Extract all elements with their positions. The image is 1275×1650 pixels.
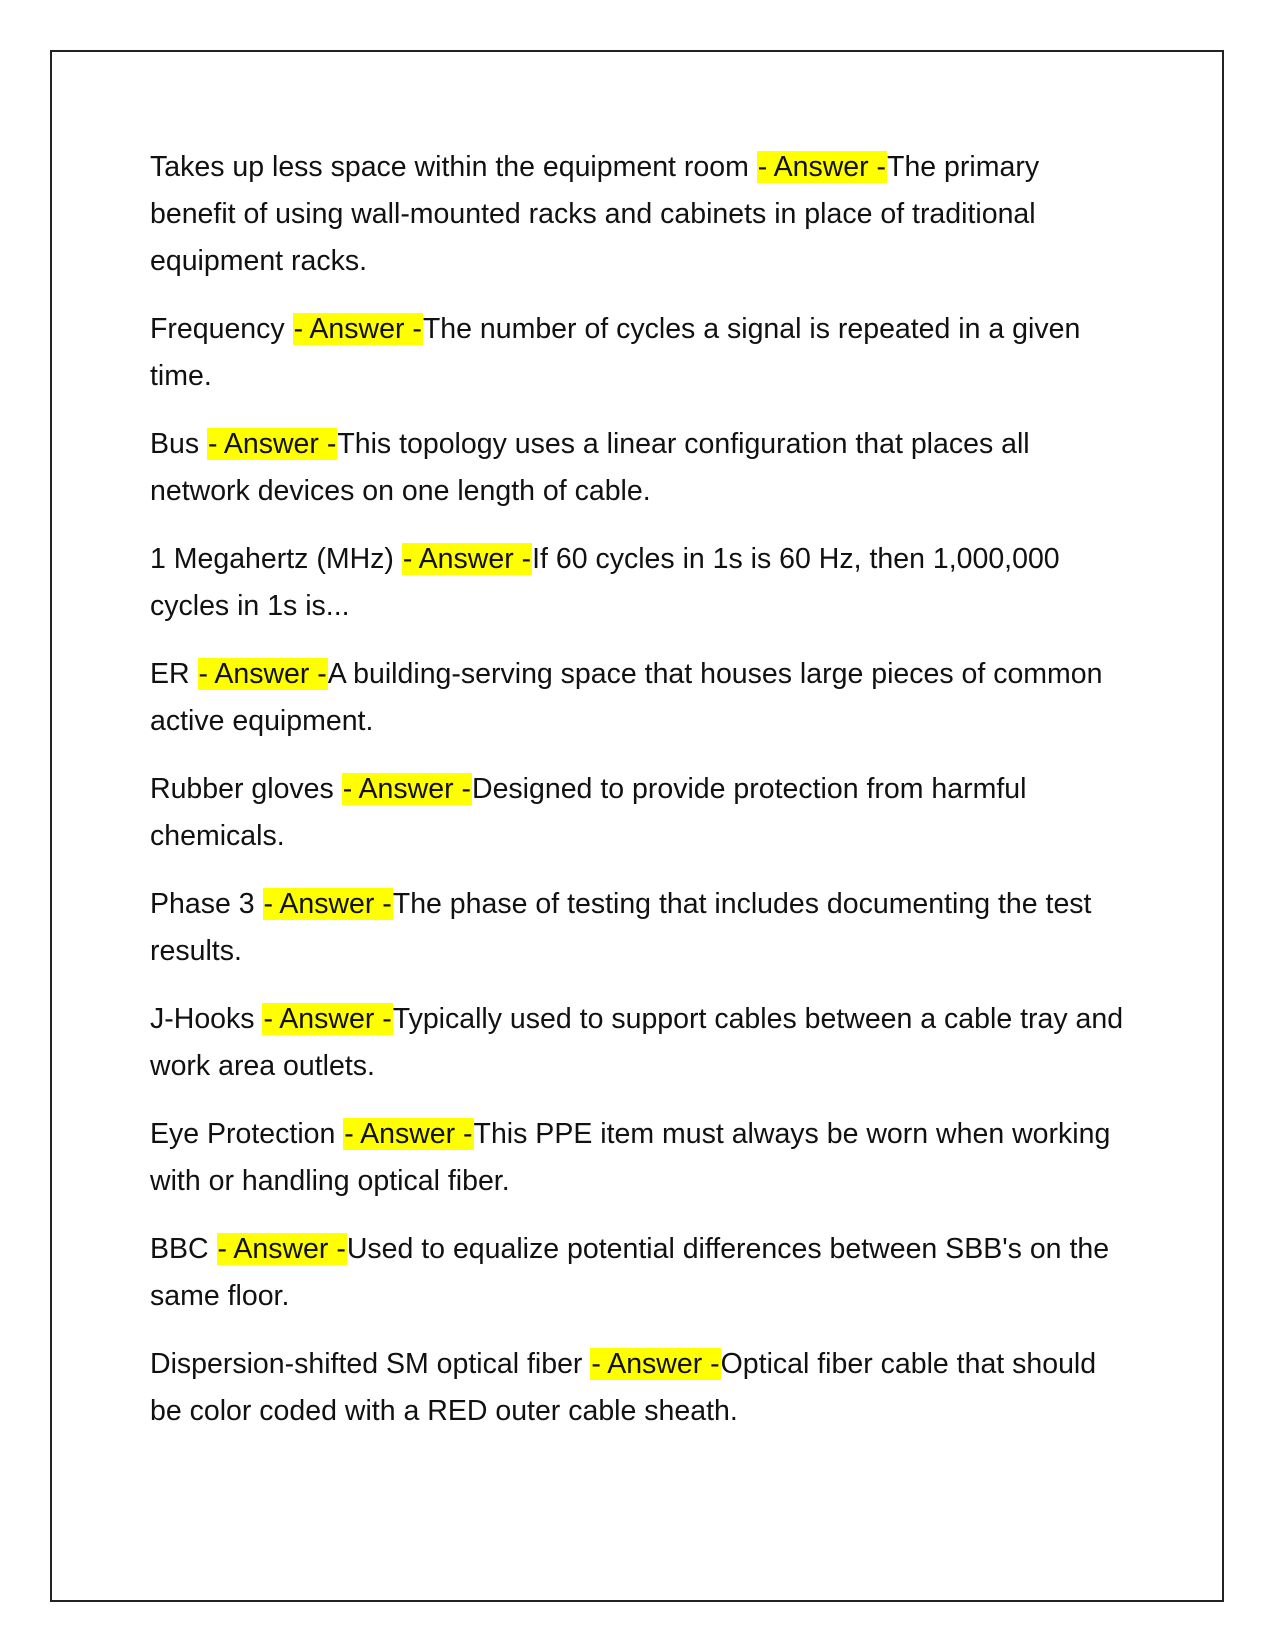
answer-highlight: - Answer - — [591, 1348, 720, 1380]
flashcard-term: J-Hooks — [150, 1003, 263, 1035]
flashcard-term: Rubber gloves — [150, 773, 342, 805]
flashcard-entry — [150, 881, 1130, 975]
flashcard-entry — [150, 1226, 1130, 1320]
answer-highlight: - Answer - — [208, 428, 337, 460]
flashcard-definition: A building-serving space that houses large pieces of common active equipment. — [150, 658, 1103, 737]
answer-highlight: - Answer - — [757, 151, 887, 183]
flashcard-definition: This topology uses a linear configuration that places all network devices on one length of cable. — [150, 428, 1030, 507]
flashcard-entry — [150, 651, 1130, 745]
flashcard-term: Phase 3 — [150, 888, 263, 920]
flashcard-entry — [150, 766, 1130, 860]
flashcard-entry — [150, 996, 1130, 1090]
flashcard-definition: This PPE item must always be worn when working with or handling optical fiber. — [150, 1118, 1111, 1197]
flashcard-entry — [150, 1341, 1130, 1435]
flashcard-term: Eye Protection — [150, 1118, 344, 1150]
flashcard-term: ER — [150, 658, 198, 690]
flashcard-definition: The number of cycles a signal is repeated in a given time. — [150, 313, 1081, 392]
flashcard-entry — [150, 306, 1130, 400]
flashcard-list — [150, 144, 1130, 1456]
flashcard-definition: If 60 cycles in 1s is 60 Hz, then 1,000,000 cycles in 1s is... — [150, 543, 1060, 622]
answer-highlight: - Answer - — [263, 1003, 392, 1035]
flashcard-entry — [150, 536, 1130, 630]
flashcard-entry — [150, 144, 1130, 285]
flashcard-entry — [150, 1111, 1130, 1205]
flashcard-term: Frequency — [150, 313, 293, 345]
flashcard-term: BBC — [150, 1233, 217, 1265]
flashcard-definition: Designed to provide protection from harmful chemicals. — [150, 773, 1027, 852]
answer-highlight: - Answer - — [342, 773, 471, 805]
answer-highlight: - Answer - — [263, 888, 392, 920]
flashcard-definition: The phase of testing that includes documenting the test results. — [150, 888, 1092, 967]
answer-highlight: - Answer - — [293, 313, 422, 345]
flashcard-definition: The primary benefit of using wall-mounted racks and cabinets in place of traditional equipment racks. — [150, 151, 1040, 277]
answer-highlight: - Answer - — [198, 658, 327, 690]
flashcard-term: Bus — [150, 428, 208, 460]
flashcard-term: Takes up less space within the equipment room — [150, 151, 757, 183]
flashcard-term: Dispersion-shifted SM optical fiber — [150, 1348, 591, 1380]
answer-highlight: - Answer - — [402, 543, 532, 575]
answer-highlight: - Answer - — [217, 1233, 346, 1265]
flashcard-definition: Used to equalize potential differences between SBB's on the same floor. — [150, 1233, 1110, 1312]
flashcard-definition: Optical fiber cable that should be color coded with a RED outer cable sheath. — [150, 1348, 1097, 1427]
flashcard-term: 1 Megahertz (MHz) — [150, 543, 402, 575]
flashcard-definition: Typically used to support cables between a cable tray and work area outlets. — [150, 1003, 1124, 1082]
flashcard-entry — [150, 421, 1130, 515]
answer-highlight: - Answer - — [344, 1118, 473, 1150]
